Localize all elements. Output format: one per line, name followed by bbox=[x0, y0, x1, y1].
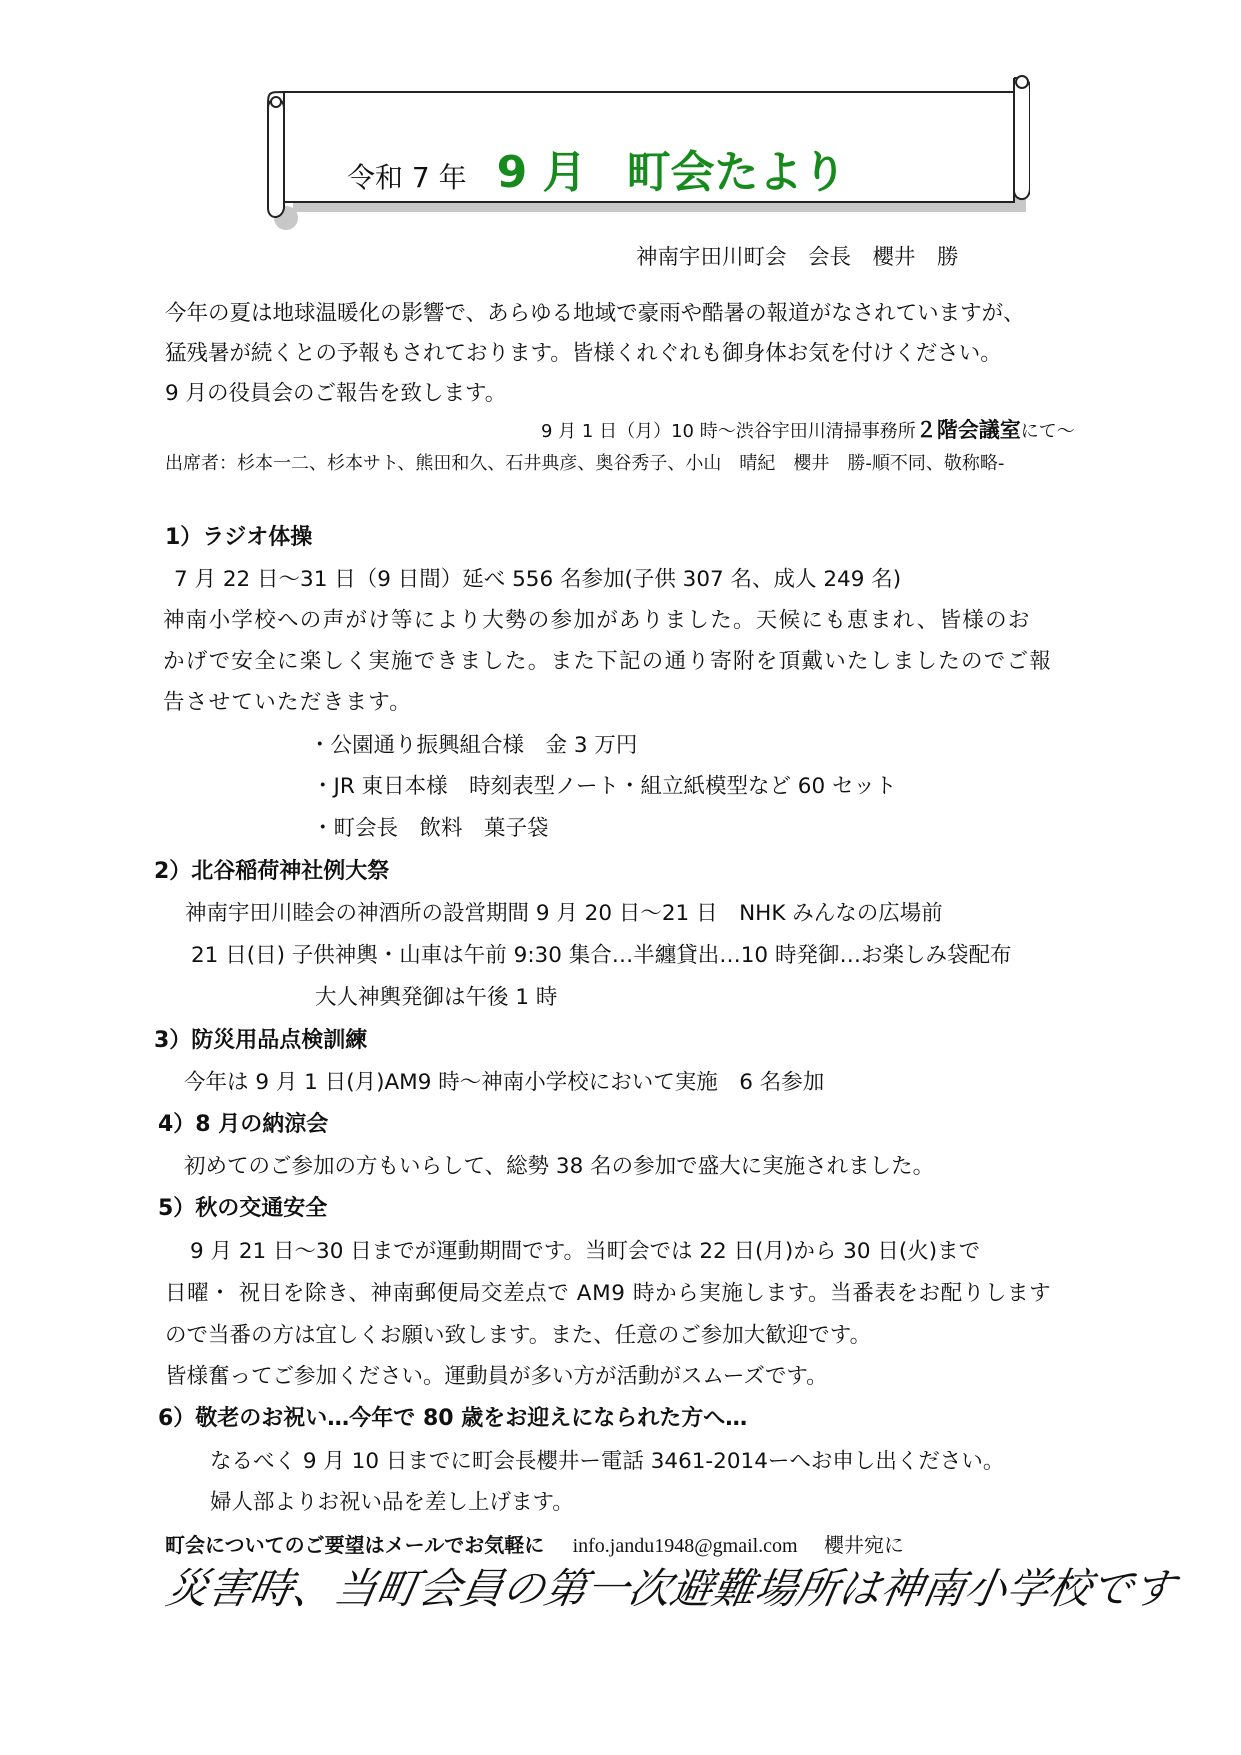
section-line: かげで安全に楽しく実施できました。また下記の通り寄附を頂戴いたしましたのでご報 bbox=[163, 649, 1053, 674]
section-line: 告させていただきます。 bbox=[163, 690, 413, 715]
author-line: 神南宇田川町会 会長 櫻井 勝 bbox=[636, 245, 959, 270]
section-line: 21 日(日) 子供神輿・山車は午前 9:30 集合…半纏貸出…10 時発御…お楽しみ袋配布 bbox=[191, 943, 1012, 968]
section-heading-disaster-drill: 3）防災用品点検訓練 bbox=[154, 1028, 368, 1053]
section-line: なるべく 9 月 10 日までに町会長櫻井ー電話 3461-2014ーへお申し出ください。 bbox=[210, 1449, 1005, 1474]
section-line: 大人神輿発御は午後 1 時 bbox=[315, 985, 558, 1010]
contact-email[interactable]: info.jandu1948@gmail.com bbox=[572, 1535, 798, 1557]
section-line: 皆様奮ってご参加ください。運動員が多い方が活動がスムーズです。 bbox=[165, 1364, 828, 1389]
donation-item: ・町会長 飲料 菓子袋 bbox=[312, 816, 549, 841]
meeting-info bbox=[541, 420, 1075, 441]
title-era: 令和 7 年 bbox=[347, 161, 467, 194]
contact-recipient: 櫻井宛に bbox=[823, 1533, 904, 1557]
section-heading-respect-aged: 6）敬老のお祝い…今年で 80 歳をお迎えになられた方へ… bbox=[158, 1406, 748, 1431]
contact-label: 町会についてのご要望はメールでお気軽に bbox=[165, 1533, 545, 1557]
donation-item: ・JR 東日本様 時刻表型ノート・組立紙模型など 60 セット bbox=[312, 774, 897, 799]
page-title bbox=[347, 136, 847, 200]
contact-line bbox=[165, 1535, 904, 1556]
section-heading-traffic-safety: 5）秋の交通安全 bbox=[158, 1196, 328, 1221]
section-line: 婦人部よりお祝い品を差し上げます。 bbox=[210, 1490, 574, 1515]
title-main: 町会たより bbox=[626, 147, 847, 198]
section-line: 初めてのご参加の方もいらして、総勢 38 名の参加で盛大に実施されました。 bbox=[184, 1154, 935, 1179]
section-line: 神南宇田川睦会の神酒所の設営期間 9 月 20 日～21 日 NHK みんなの広場前 bbox=[185, 901, 943, 926]
section-line: 神南小学校への声がけ等により大勢の参加がありました。天候にも恵まれ、皆様のお bbox=[163, 608, 1031, 633]
evacuation-notice: 災害時、当町会員の第一次避難場所は神南小学校です bbox=[162, 1564, 1180, 1613]
meeting-date-place: 9 月 1 日（月）10 時～渋谷宇田川清掃事務所 bbox=[541, 421, 916, 442]
section-line: 7 月 22 日～31 日（9 日間）延べ 556 名参加(子供 307 名、成人 249 名) bbox=[174, 567, 902, 592]
section-heading-festival: 2）北谷稲荷神社例大祭 bbox=[154, 859, 390, 884]
intro-line: 9 月の役員会のご報告を致します。 bbox=[165, 381, 507, 406]
section-line: ので当番の方は宜しくお願い致します。また、任意のご参加大歓迎です。 bbox=[165, 1323, 872, 1348]
attendees: 出席者：杉本一二、杉本サト、熊田和久、石井典彦、奥谷秀子、小山 晴紀 櫻井 勝-順不同、敬称略- bbox=[165, 453, 1005, 474]
section-line: 今年は 9 月 1 日(月)AM9 時～神南小学校において実施 6 名参加 bbox=[184, 1070, 825, 1095]
section-line: 9 月 21 日～30 日までが運動期間です。当町会では 22 日(月)から 30 日(火)まで bbox=[190, 1239, 981, 1264]
meeting-room: ２階会議室 bbox=[915, 418, 1021, 442]
intro-line: 猛残暑が続くとの予報もされております。皆様くれぐれも御身体お気を付けください。 bbox=[165, 341, 1002, 366]
intro-line: 今年の夏は地球温暖化の影響で、あらゆる地域で豪雨や酷暑の報道がなされていますが、 bbox=[165, 301, 1025, 326]
donation-item: ・公園通り振興組合様 金 3 万円 bbox=[309, 733, 638, 758]
section-line: 日曜・ 祝日を除き、神南郵便局交差点で AM9 時から実施します。当番表をお配りします bbox=[165, 1281, 1052, 1306]
title-month: 9 月 bbox=[496, 147, 587, 198]
meeting-suffix: にて～ bbox=[1020, 421, 1075, 442]
section-heading-radio-exercise: 1）ラジオ体操 bbox=[165, 525, 313, 550]
section-heading-summer-party: 4）8 月の納涼会 bbox=[158, 1112, 329, 1137]
